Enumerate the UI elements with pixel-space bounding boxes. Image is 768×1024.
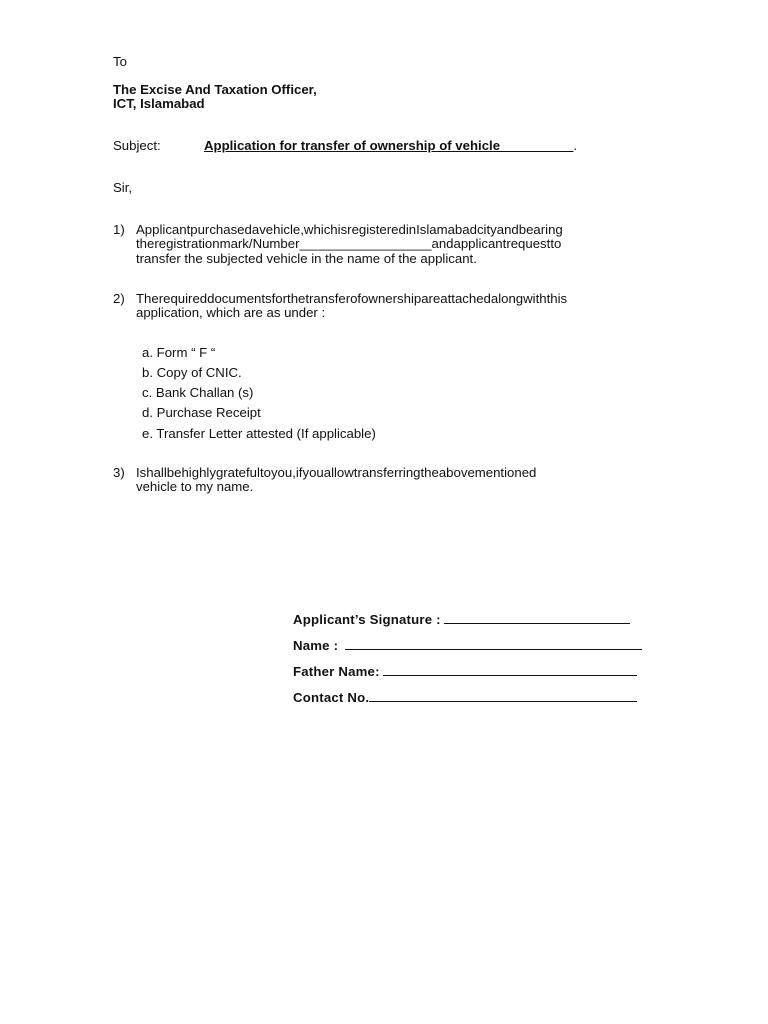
subject-blank: __________ xyxy=(500,138,574,153)
word: a xyxy=(251,222,260,237)
point-1-line-1 xyxy=(136,223,688,237)
word: vehicle, xyxy=(259,222,304,237)
word: with xyxy=(523,291,547,306)
point-2-text xyxy=(136,292,688,321)
word: attached xyxy=(440,291,491,306)
word: if xyxy=(295,465,303,480)
word: to xyxy=(550,236,562,252)
father-name-row xyxy=(293,663,637,679)
word: allow xyxy=(323,465,354,480)
name-row xyxy=(293,637,642,653)
recipient-title: The Excise And Taxation Officer, xyxy=(113,82,317,97)
word: transfer xyxy=(305,291,351,306)
signature-row xyxy=(293,611,630,627)
point-1-text xyxy=(136,223,688,266)
subject-end: . xyxy=(573,138,578,153)
word: registration xyxy=(154,236,220,252)
word: which xyxy=(303,222,338,237)
document-item-b: b. Copy of CNIC. xyxy=(142,365,242,380)
signature-blank-line[interactable] xyxy=(444,611,630,624)
name-label: Name : xyxy=(293,638,339,653)
word: this xyxy=(546,291,568,306)
document-item-a: a. Form “ F “ xyxy=(142,345,216,360)
word: along xyxy=(490,291,524,306)
point-1-line-3: transfer the subjected vehicle in the name of the applicant. xyxy=(136,250,477,266)
word: above xyxy=(438,465,475,480)
recipient-location: ICT, Islamabad xyxy=(113,96,205,111)
word: applicant xyxy=(453,236,507,252)
greeting: Sir, xyxy=(113,180,133,195)
point-1-line-2 xyxy=(136,237,688,251)
subject-label: Subject: xyxy=(113,138,161,153)
word: grateful xyxy=(215,465,260,480)
to-label: To xyxy=(113,54,127,69)
contact-row xyxy=(293,689,637,705)
word: are xyxy=(421,291,441,306)
word: the xyxy=(420,465,439,480)
document-item-c: c. Bank Challan (s) xyxy=(142,385,254,400)
word: you xyxy=(302,465,324,480)
word: required xyxy=(158,291,208,306)
point-2-line-1 xyxy=(136,292,688,306)
subject-text: Application for transfer of ownership of vehicle xyxy=(204,138,501,153)
document-item-e: e. Transfer Letter attested (If applicable) xyxy=(142,426,376,441)
word: Applicant xyxy=(136,222,191,237)
document-item-d: d. Purchase Receipt xyxy=(142,405,261,420)
word: documents xyxy=(207,291,272,306)
word: I xyxy=(136,465,140,480)
word: for xyxy=(271,291,288,306)
word: is xyxy=(337,222,348,237)
word: in xyxy=(405,222,417,237)
word: shall xyxy=(139,465,167,480)
point-2-line-2: application, which are as under : xyxy=(136,305,326,321)
contact-label: Contact No. xyxy=(293,690,370,705)
father-name-label: Father Name: xyxy=(293,664,380,679)
point-3-line-1 xyxy=(136,466,688,480)
point-3-text xyxy=(136,466,688,495)
point-2-number: 2) xyxy=(113,291,125,306)
word: ownership xyxy=(361,291,422,306)
word: The xyxy=(136,291,159,306)
signature-label: Applicant’s Signature : xyxy=(293,612,441,627)
word: Islamabad xyxy=(416,222,477,237)
word: to xyxy=(259,465,271,480)
word: the xyxy=(287,291,306,306)
word: __________________ xyxy=(299,236,432,252)
word: and xyxy=(496,222,519,237)
father-name-blank-line[interactable] xyxy=(383,663,637,676)
word: be xyxy=(166,465,182,480)
word: purchased xyxy=(190,222,252,237)
word: and xyxy=(431,236,454,252)
word: mentioned xyxy=(474,465,537,480)
word: request xyxy=(506,236,551,252)
contact-blank-line[interactable] xyxy=(369,689,637,702)
word: city xyxy=(476,222,497,237)
word: mark/Number xyxy=(219,236,300,252)
point-3-number: 3) xyxy=(113,465,125,480)
subject-line xyxy=(204,139,577,153)
point-3-line-2: vehicle to my name. xyxy=(136,479,254,495)
name-blank-line[interactable] xyxy=(345,637,642,650)
word: the xyxy=(136,236,155,252)
word: of xyxy=(350,291,362,306)
word: registered xyxy=(347,222,406,237)
word: you, xyxy=(270,465,296,480)
word: transferring xyxy=(353,465,421,480)
word: highly xyxy=(181,465,216,480)
word: bearing xyxy=(518,222,563,237)
point-1-number: 1) xyxy=(113,222,125,237)
